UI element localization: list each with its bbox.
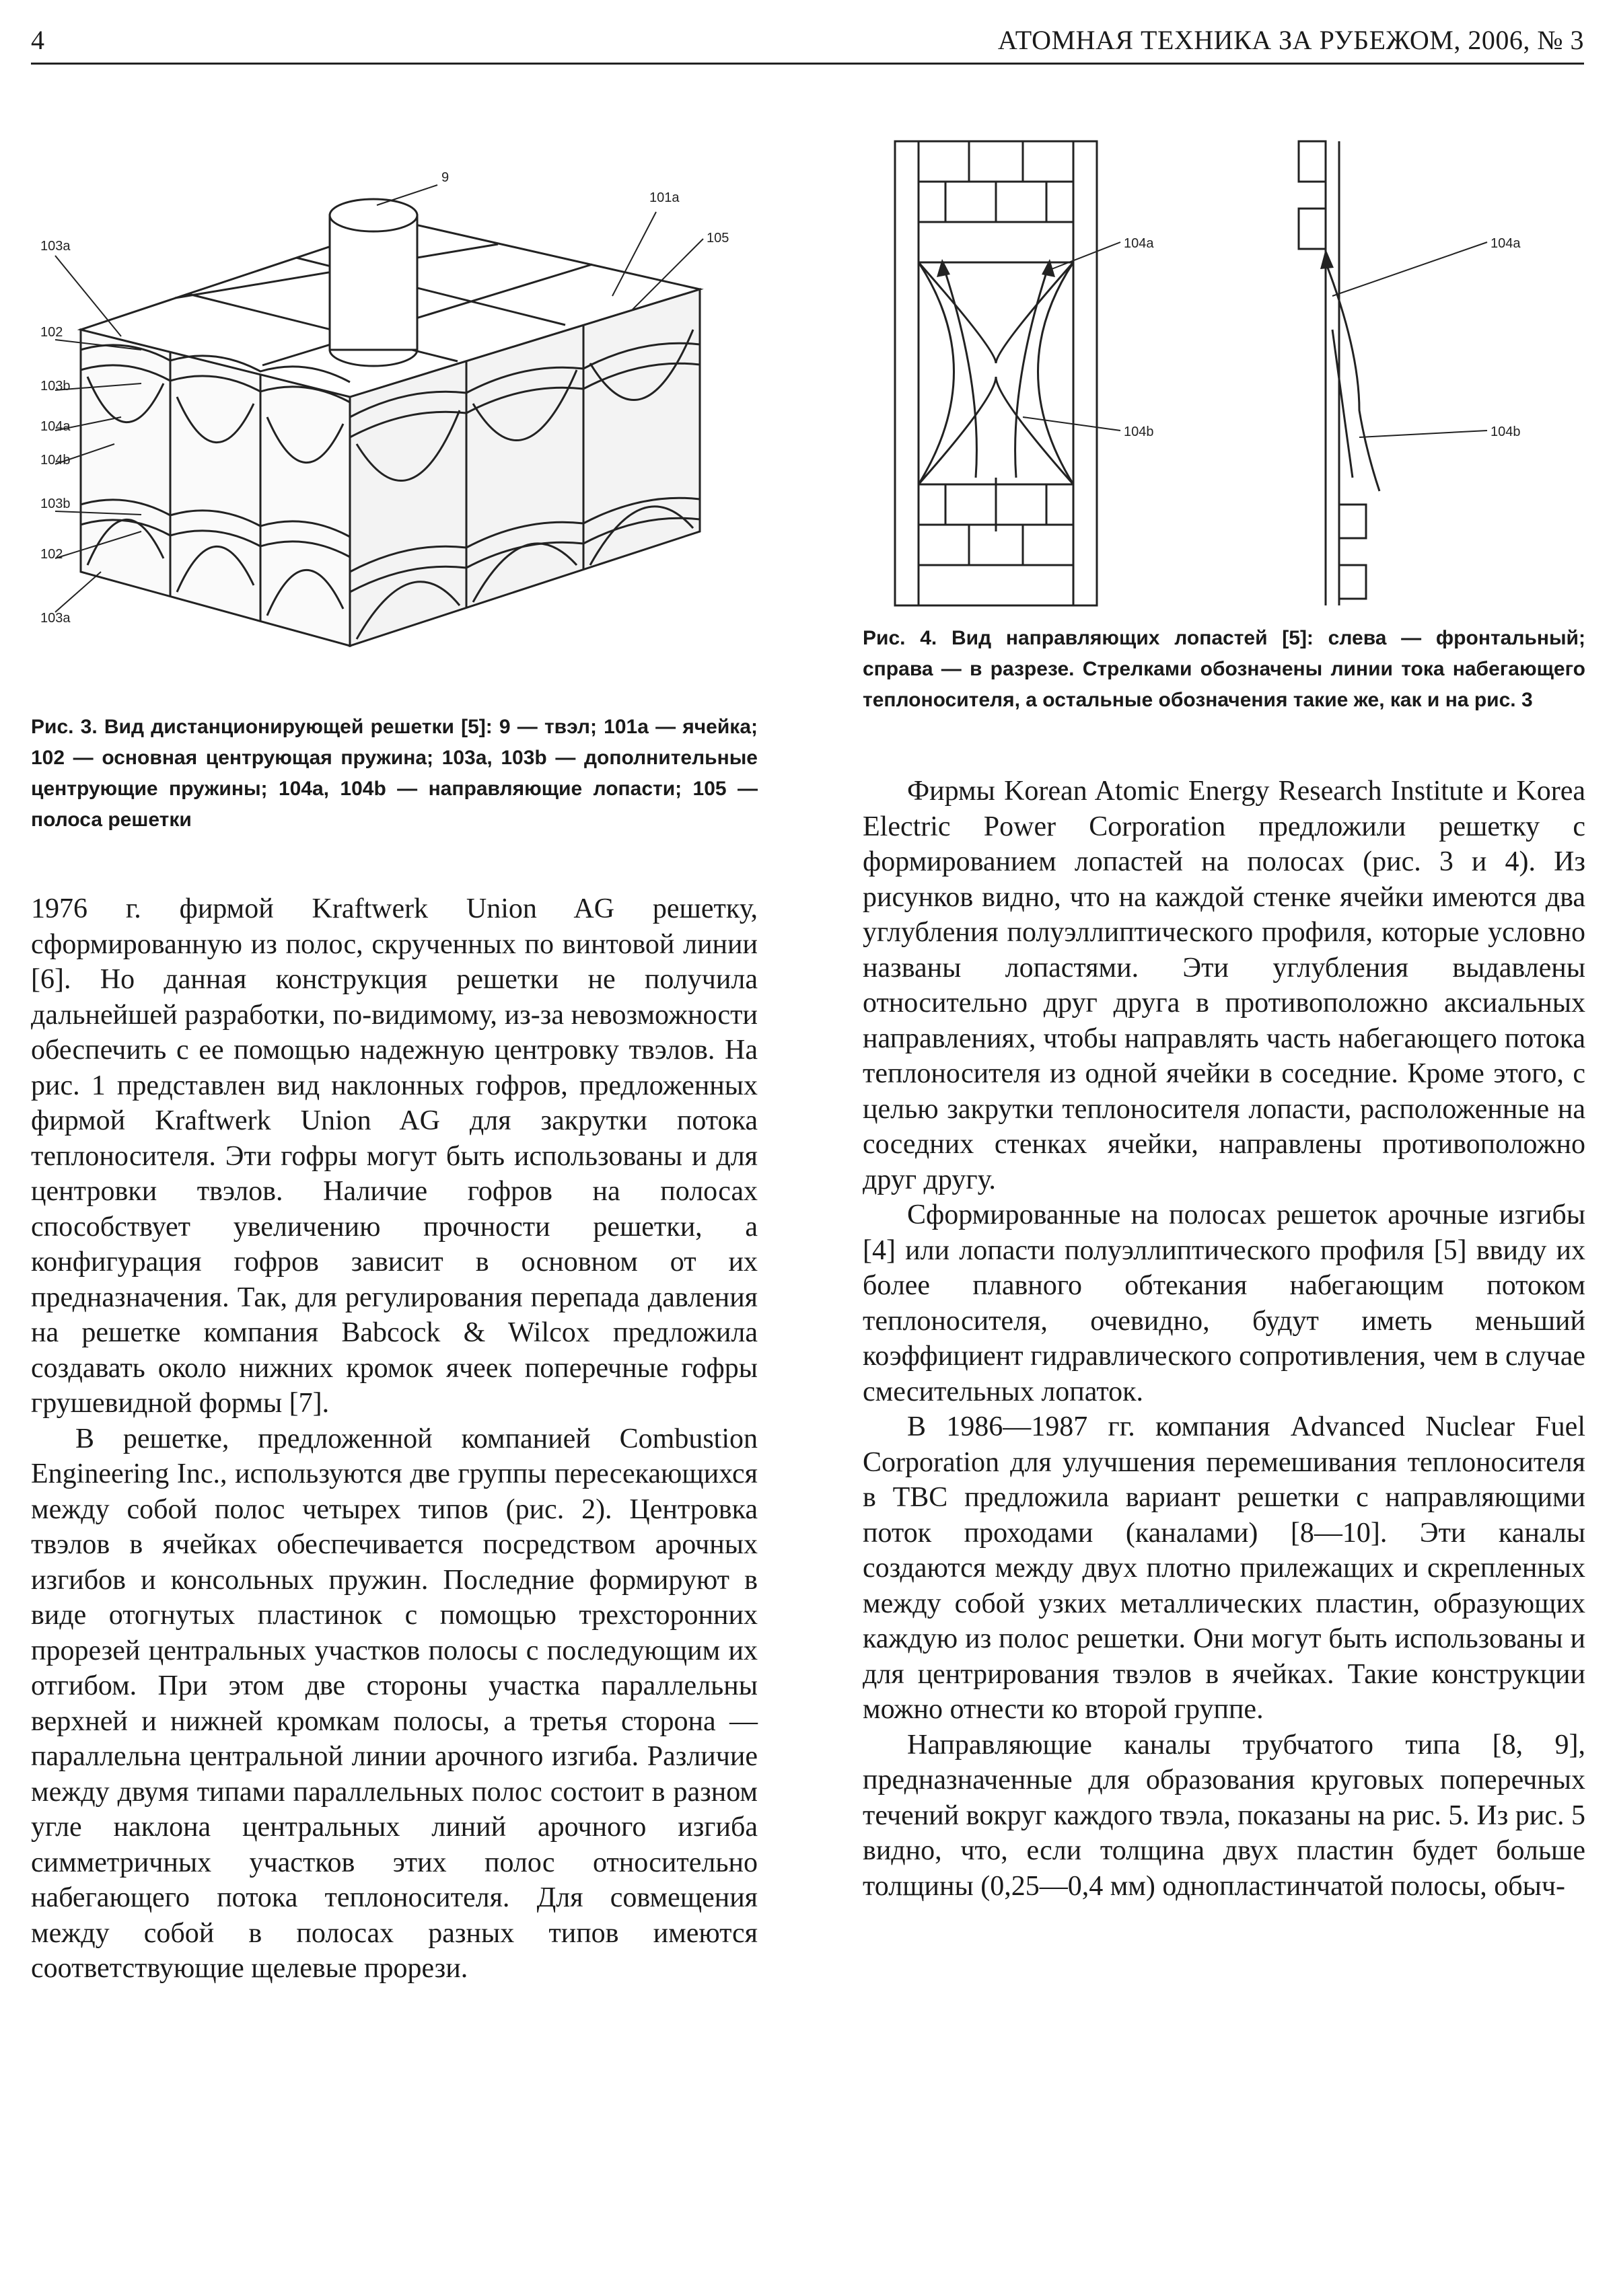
right-paragraph-1: Фирмы Korean Atomic Energy Research Institute и Korea Electric Power Corporation предложили решетку с формированием лопастей на полосах (рис. 3 и 4). Из рисунков видно, что на каждой стенке ячейки имеются два углубления полуэллиптического профиля, которые условно названы лопастями. Эти углубления выдавлены относительно друг друга в противоположно аксиальных направлениях, чтобы направлять часть набегающего потока теплоносителя из одной ячейки в соседние. Кроме этого, с целью закрутки теплоносителя лопасти, расположенные на соседних стенках ячейки, направлены противоположно друг другу. — [863, 776, 1585, 1195]
fig3-label-103a-bottom: 103a — [40, 611, 71, 626]
fig3-label-102-top: 102 — [40, 325, 63, 340]
figure-4-vane-drawing — [888, 128, 1588, 612]
page-number: 4 — [31, 25, 44, 55]
fig3-label-9: 9 — [441, 170, 450, 185]
figure-3-svg — [40, 128, 787, 653]
figure-3-caption: Рис. 3. Вид дистанционирующей решетки [5]: 9 — твэл; 101a — ячейка; 102 — основная центрующая пружина; 103a, 103b — дополнительные центрующие пружины; 104a, 104b — направляющие лопасти; 105 — полоса решетки — [31, 716, 758, 831]
journal-title: АТОМНАЯ ТЕХНИКА ЗА РУБЕЖОМ, 2006, № 3 — [997, 25, 1584, 55]
right-paragraph-4: Направляющие каналы трубчатого типа [8, 9], предназначенные для образования круговых поперечных течений вокруг каждого твэла, показаны на рис. 5. Из рис. 5 видно, что, если толщина двух пластин будет больше толщины (0,25—0,4 мм) однопластинчатой полосы, обыч- — [863, 1729, 1585, 1902]
fig3-label-103b-bottom: 103b — [40, 496, 71, 511]
fig3-label-103a-top: 103a — [40, 239, 71, 254]
right-paragraph-3: В 1986—1987 гг. компания Advanced Nuclear Fuel Corporation для улучшения перемешивания теплоносителя в ТВС предложила вариант решетки с направляющими поток проходами (каналами) [8—10]. Эти каналы создаются между двух плотно прилежащих и скрепленных между собой узких металлических пластин, образующих каждую из полос решетки. Они могут быть использованы и для центрирования твэлов в ячейках. Такие конструкции можно отнести ко второй группе. — [863, 1411, 1585, 1725]
fig3-label-105: 105 — [707, 231, 729, 246]
right-column — [863, 774, 1585, 1904]
left-paragraph-1: 1976 г. фирмой Kraftwerk Union AG решетку, сформированную из полос, скрученных по винтовой линии [6]. Но данная конструкция решетки не получила дальнейшей разработки, по-видимому, из-за невозможности обеспечить с ее помощью надежную центровку твэлов. На рис. 1 представлен вид наклонных гофров, предложенных фирмой Kraftwerk Union AG для закрутки потока теплоносителя. Эти гофры могут быть использованы и для центровки твэлов. Наличие гофров на полосах способствует увеличению прочности решетки, а конфигурация гофров зависит в основном от их предназначения. Так, для регулирования перепада давления на решетке компания Babcock & Wilcox предложила создавать около нижних кромок ячеек поперечные гофры грушевидной формы [7]. — [31, 893, 758, 1419]
fig3-label-103b-top: 103b — [40, 379, 71, 394]
fig4-front-label-104a: 104a — [1124, 236, 1154, 251]
header-rule — [31, 63, 1584, 65]
figure-3-grid-drawing — [40, 128, 787, 653]
fig3-label-101a: 101a — [649, 190, 680, 205]
fig4-side-label-104a: 104a — [1491, 236, 1521, 251]
fig3-label-104a: 104a — [40, 419, 71, 434]
fig4-side-label-104b: 104b — [1491, 424, 1521, 439]
fig4-front-label-104b: 104b — [1124, 424, 1154, 439]
figure-4-svg — [888, 128, 1588, 612]
left-paragraph-2: В решетке, предложенной компанией Combustion Engineering Inc., используются две группы пересекающихся между собой полос четырех типов (рис. 2). Центровка твэлов в ячейках обеспечивается посредством арочных изгибов и консольных пружин. Последние формируют в виде отогнутых пластинок с помощью трехсторонних прорезей центральных участков полосы с последующим их отгибом. При этом две стороны участка параллельны верхней и нижней кромкам полосы, а третья сторона — параллельна центральной линии арочного изгиба. Различие между двумя типами параллельных полос состоит в разном угле наклона центральных линий арочного изгиба симметричных участков этих полос относительно набегающего потока теплоносителя. Для совмещения между собой в полосах разных типов имеются соответствующие щелевые прорези. — [31, 1423, 758, 1984]
fig3-label-102-bottom: 102 — [40, 547, 63, 562]
right-paragraph-2: Сформированные на полосах решеток арочные изгибы [4] или лопасти полуэллиптического профиля [5] ввиду их более плавного обтекания набегающим потоком теплоносителя, очевидно, будут иметь меньший коэффициент гидравлического сопротивления, чем в случае смесительных лопаток. — [863, 1199, 1585, 1407]
figure-4-caption: Рис. 4. Вид направляющих лопастей [5]: слева — фронтальный; справа — в разрезе. Стрелками обозначены линии тока набегающего теплоносителя, а остальные обозначения такие же, как и на рис. 3 — [863, 627, 1585, 711]
left-column — [31, 891, 758, 1987]
fig3-label-104b: 104b — [40, 453, 71, 468]
